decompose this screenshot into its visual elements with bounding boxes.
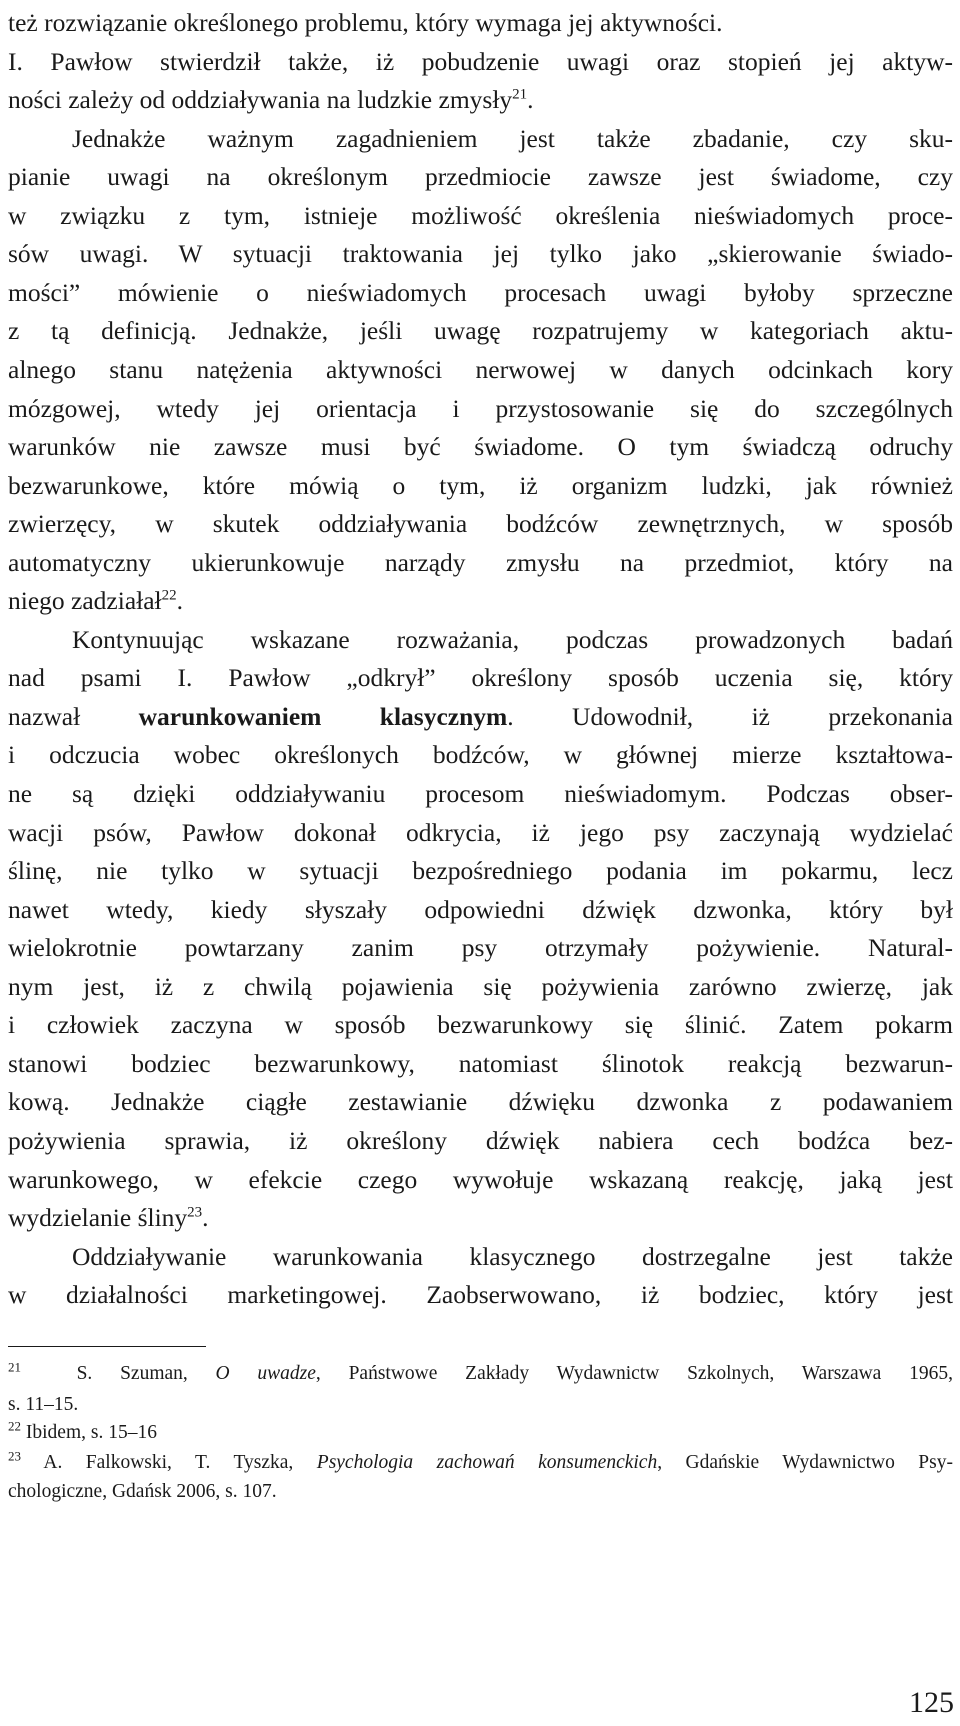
- text-line: [8, 1122, 953, 1160]
- footnote-reference: 22: [161, 587, 177, 604]
- footnote-text: A. Falkowski, T. Tyszka,: [21, 1452, 317, 1473]
- text-line: [8, 544, 953, 582]
- text-line: [8, 235, 953, 273]
- footnote-line: [8, 1361, 953, 1387]
- text-line: [8, 621, 953, 659]
- text-line-content: mózgowej, wtedy jej orientacja i przystosowanie się do szczególnych: [8, 393, 953, 423]
- footnote-text: S. Szuman,: [21, 1363, 216, 1384]
- text-line-content: ślinę, nie tylko w sytuacji bezpośredniego podania im pokarmu, lecz: [8, 856, 953, 886]
- footnote-number: 23: [8, 1448, 21, 1464]
- footnote-reference: 21: [512, 86, 528, 103]
- text-line-content: automatyczny ukierunkowuje narządy zmysłu na przedmiot, który na: [8, 547, 953, 577]
- footnote-line: [8, 1420, 953, 1446]
- text-line-content: nawet wtedy, kiedy słyszały odpowiedni dźwięk dzwonka, który był: [8, 894, 953, 924]
- text-line: [8, 582, 953, 620]
- text-line: [8, 968, 953, 1006]
- text-line: [8, 1045, 953, 1083]
- text-line-content: nad psami I. Pawłow „odkrył” określony sposób uczenia się, który: [8, 663, 953, 693]
- text-line-tail: .: [176, 586, 183, 616]
- text-line: [8, 1006, 953, 1044]
- footnote-line: [8, 1479, 953, 1505]
- text-line-content: bezwarunkowe, które mówią o tym, iż organizm ludzki, jak również: [8, 470, 953, 500]
- text-line: [8, 120, 953, 158]
- text-line-content: warunkowego, w efekcie czego wywołuje wskazaną reakcję, jaką jest: [8, 1164, 953, 1194]
- footnote-number: 21: [8, 1359, 21, 1375]
- footnote-title: O uwadze: [215, 1363, 316, 1384]
- text-line-content: i człowiek zaczyna w sposób bezwarunkowy się ślinić. Zatem pokarm: [8, 1010, 953, 1040]
- text-line: [8, 158, 953, 196]
- text-line-content: Jednakże ważnym zagadnieniem jest także zbadanie, czy sku-: [72, 123, 953, 153]
- page-number: 125: [909, 1686, 954, 1719]
- footnote-text: Ibidem, s. 15–16: [21, 1422, 157, 1443]
- footnote-text: s. 11–15.: [8, 1394, 79, 1415]
- text-line-content: wacji psów, Pawłow dokonał odkrycia, iż jego psy zaczynają wydzielać: [8, 817, 953, 847]
- text-line: [8, 351, 953, 389]
- footnote-line: [8, 1450, 953, 1476]
- text-line: [8, 43, 953, 81]
- text-line: [8, 312, 953, 350]
- text-line-content: wydzielanie śliny: [8, 1203, 188, 1233]
- text-line: [8, 891, 953, 929]
- text-line: [8, 390, 953, 428]
- text-line-content: kową. Jednakże ciągłe zestawianie dźwięku dzwonka z podawaniem: [8, 1087, 953, 1117]
- text-line: [8, 1276, 953, 1314]
- text-line-tail: .: [527, 85, 534, 115]
- footnote-text: , Gdańskie Wydawnictwo Psy-: [657, 1452, 953, 1473]
- text-line: [8, 1083, 953, 1121]
- text-line-content: mości” mówienie o nieświadomych procesach uwagi byłoby sprzeczne: [8, 277, 953, 307]
- text-line: [8, 467, 953, 505]
- text-line-tail: . Udowodnił, iż przekonania: [507, 701, 953, 731]
- text-line: [8, 1238, 953, 1276]
- text-line: [8, 1199, 953, 1237]
- text-line: [8, 736, 953, 774]
- text-line: [8, 929, 953, 967]
- text-line-content: pianie uwagi na określonym przedmiocie zawsze jest świadome, czy: [8, 162, 953, 192]
- text-line: [8, 81, 953, 119]
- text-line-content: stanowi bodziec bezwarunkowy, natomiast ślinotok reakcją bezwarun-: [8, 1048, 953, 1078]
- text-line-content: w związku z tym, istnieje możliwość określenia nieświadomych proce-: [8, 200, 953, 230]
- text-line-content: ności zależy od oddziaływania na ludzkie zmysły: [8, 85, 513, 115]
- bold-term: warunkowaniem klasycznym: [138, 701, 508, 731]
- text-line: [8, 814, 953, 852]
- text-line: [8, 4, 953, 42]
- text-line: [8, 274, 953, 312]
- text-line-content: też rozwiązanie określonego problemu, który wymaga jej aktywności.: [8, 8, 723, 37]
- text-line-content: nym jest, iż z chwilą pojawienia się pożywienia zarówno zwierzę, jak: [8, 971, 953, 1001]
- footnote-text: chologiczne, Gdańsk 2006, s. 107.: [8, 1481, 277, 1502]
- text-line-content: nazwał: [8, 701, 139, 731]
- text-line: [8, 852, 953, 890]
- footnote-title: Psychologia zachowań konsumenckich: [316, 1452, 658, 1473]
- text-line: [8, 659, 953, 697]
- text-line-tail: .: [202, 1203, 209, 1233]
- text-line: [8, 505, 953, 543]
- text-line-content: sów uwagi. W sytuacji traktowania jej tylko jako „skierowanie świado-: [8, 239, 953, 269]
- footnote-number: 22: [8, 1418, 21, 1434]
- text-line-content: Oddziaływanie warunkowania klasycznego dostrzegalne jest także: [72, 1241, 953, 1271]
- text-line-content: Kontynuując wskazane rozważania, podczas prowadzonych badań: [72, 624, 953, 654]
- footnote-line: [8, 1392, 953, 1418]
- text-line-content: alnego stanu natężenia aktywności nerwowej w danych odcinkach kory: [8, 354, 953, 384]
- text-line: [8, 428, 953, 466]
- text-line: [8, 1161, 953, 1199]
- text-line-content: ne są dzięki oddziaływaniu procesom nieświadomym. Podczas obser-: [8, 779, 953, 808]
- footnote-separator: [8, 1346, 206, 1347]
- footnote-text: , Państwowe Zakłady Wydawnictw Szkolnych, Warszawa 1965,: [315, 1363, 953, 1384]
- text-line-content: I. Pawłow stwierdził także, iż pobudzenie uwagi oraz stopień jej aktyw-: [8, 46, 953, 76]
- text-line: [8, 775, 953, 813]
- text-line-content: z tą definicją. Jednakże, jeśli uwagę rozpatrujemy w kategoriach aktu-: [8, 316, 953, 346]
- text-line-content: zwierzęcy, w skutek oddziaływania bodźców zewnętrznych, w sposób: [8, 509, 953, 539]
- text-line: [8, 698, 953, 736]
- text-line-content: w działalności marketingowej. Zaobserwowano, iż bodziec, który jest: [8, 1280, 953, 1310]
- text-line-content: wielokrotnie powtarzany zanim psy otrzymały pożywienie. Natural-: [8, 933, 953, 963]
- text-line-content: i odczucia wobec określonych bodźców, w głównej mierze kształtowa-: [8, 740, 953, 770]
- text-line-content: niego zadziałał: [8, 586, 162, 616]
- text-line-content: warunków nie zawsze musi być świadome. O tym świadczą odruchy: [8, 432, 953, 462]
- footnote-reference: 23: [187, 1204, 203, 1221]
- text-line: [8, 197, 953, 235]
- text-line-content: pożywienia sprawia, iż określony dźwięk nabiera cech bodźca bez-: [8, 1125, 953, 1155]
